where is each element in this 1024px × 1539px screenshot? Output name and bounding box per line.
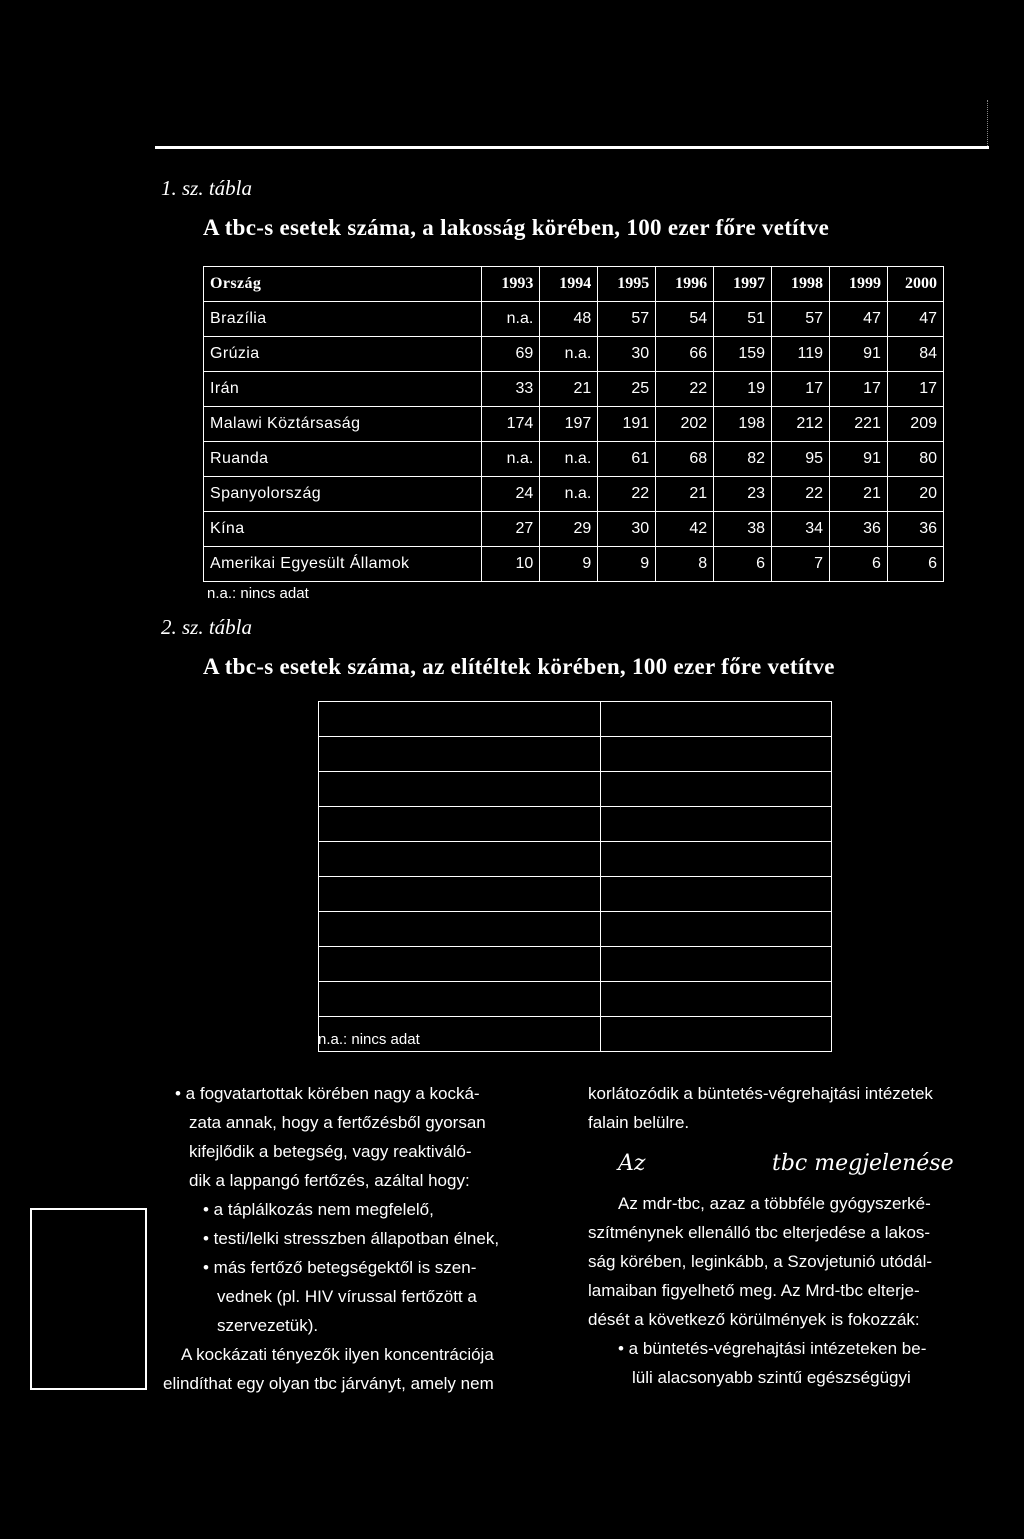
table-cell-value: 24 — [482, 477, 540, 512]
text-line: zata annak, hogy a fertőzésből gyorsan — [189, 1113, 486, 1132]
table-cell-value: 17 — [772, 372, 830, 407]
table-cell-empty — [319, 807, 601, 842]
table-cell-empty — [319, 912, 601, 947]
text-line: ság körében, leginkább, a Szovjetunió utódál- — [588, 1252, 933, 1271]
table-cell-value: 95 — [772, 442, 830, 477]
table1-title: A tbc-s esetek száma, a lakosság körében, 100 ezer főre vetítve — [203, 215, 830, 240]
section-heading-part-a: Az — [618, 1151, 646, 1176]
header-rule — [155, 146, 989, 149]
table-cell-value: 1997 — [714, 267, 772, 302]
table-cell-empty — [601, 702, 832, 737]
table-cell-value: 51 — [714, 302, 772, 337]
table-cell-country: Ország — [204, 267, 482, 302]
table-cell-value: 6 — [887, 547, 943, 582]
table-cell-empty — [319, 772, 601, 807]
table-row — [319, 737, 832, 772]
table-cell-country: Spanyolország — [204, 477, 482, 512]
left-column — [163, 1079, 558, 1398]
table-cell-value: 36 — [887, 512, 943, 547]
table-cell-value: 10 — [482, 547, 540, 582]
table-cell-value: 19 — [714, 372, 772, 407]
table-row — [319, 947, 832, 982]
table-cell-value: 1995 — [598, 267, 656, 302]
table-cell-empty — [601, 982, 832, 1017]
table-cell-empty — [601, 737, 832, 772]
table2-note: n.a.: nincs adat — [318, 1031, 420, 1048]
table-row — [204, 337, 944, 372]
table-row — [204, 372, 944, 407]
table-cell-empty — [319, 982, 601, 1017]
table-cell-value: n.a. — [482, 442, 540, 477]
table-cell-value: 22 — [656, 372, 714, 407]
section-heading-part-b: tbc megjelenése — [772, 1151, 954, 1176]
table-cell-value: 1996 — [656, 267, 714, 302]
table-cell-value: 197 — [540, 407, 598, 442]
table-cell-value: 21 — [656, 477, 714, 512]
table-cell-value: 198 — [714, 407, 772, 442]
table-cell-value: 1998 — [772, 267, 830, 302]
table-cell-value: 9 — [598, 547, 656, 582]
table-cell-country: Irán — [204, 372, 482, 407]
table-cell-value: 47 — [830, 302, 888, 337]
table-cell-value: 61 — [598, 442, 656, 477]
table-cell-value: 69 — [482, 337, 540, 372]
table-cell-value: 209 — [887, 407, 943, 442]
text-line: kifejlődik a betegség, vagy reaktiváló- — [189, 1142, 472, 1161]
table-cell-value: 202 — [656, 407, 714, 442]
table-cell-value: 21 — [830, 477, 888, 512]
table-cell-value: 159 — [714, 337, 772, 372]
table-cell-value: 91 — [830, 442, 888, 477]
text-line: vednek (pl. HIV vírussal fertőzött a — [217, 1287, 477, 1306]
table-cell-value: 6 — [830, 547, 888, 582]
table-cell-value: 29 — [540, 512, 598, 547]
table-row — [319, 912, 832, 947]
table2-title: A tbc-s esetek száma, az elítéltek körében, 100 ezer főre vetítve — [203, 654, 835, 679]
table-cell-value: n.a. — [482, 302, 540, 337]
table-cell-country: Brazília — [204, 302, 482, 337]
table-row — [319, 702, 832, 737]
table-cell-value: 1993 — [482, 267, 540, 302]
text-line: • a fogvatartottak körében nagy a kocká- — [175, 1084, 480, 1103]
right-intro-line-2: falain belülre. — [588, 1113, 690, 1132]
table-row — [319, 877, 832, 912]
table-cell-value: 20 — [887, 477, 943, 512]
table-cell-country: Amerikai Egyesült Államok — [204, 547, 482, 582]
table-row — [319, 772, 832, 807]
table-cell-value: 34 — [772, 512, 830, 547]
table-cell-empty — [319, 702, 601, 737]
table-cell-empty — [319, 737, 601, 772]
text-line: dését a következő körülmények is fokozzák: — [588, 1310, 920, 1329]
table-cell-value: 27 — [482, 512, 540, 547]
table-cell-value: 48 — [540, 302, 598, 337]
table-row — [204, 477, 944, 512]
table-cell-empty — [319, 877, 601, 912]
table-row — [319, 842, 832, 877]
right-intro-line-1: korlátozódik a büntetés-végrehajtási intézetek — [588, 1084, 933, 1103]
table-row — [319, 807, 832, 842]
table-cell-value: 25 — [598, 372, 656, 407]
table-cell-value: 7 — [772, 547, 830, 582]
table-cell-value: 23 — [714, 477, 772, 512]
table2-caption: 2. sz. tábla — [161, 615, 253, 639]
table-cell-value: 30 — [598, 337, 656, 372]
table-cell-value: 91 — [830, 337, 888, 372]
section-heading — [588, 1137, 993, 1189]
table-cell-value: 2000 — [887, 267, 943, 302]
text-line: dik a lappangó fertőzés, azáltal hogy: — [189, 1171, 470, 1190]
table-row — [204, 442, 944, 477]
table-row — [319, 982, 832, 1017]
table-cell-value: 22 — [598, 477, 656, 512]
table1 — [203, 266, 944, 582]
text-line: elindíthat egy olyan tbc járványt, amely nem — [163, 1374, 494, 1393]
table-cell-empty — [601, 912, 832, 947]
table-cell-value: n.a. — [540, 337, 598, 372]
table-cell-value: 191 — [598, 407, 656, 442]
table-cell-country: Grúzia — [204, 337, 482, 372]
table-cell-value: 36 — [830, 512, 888, 547]
text-line: • a büntetés-végrehajtási intézeteken be- — [618, 1339, 927, 1358]
text-line: • a táplálkozás nem megfelelő, — [203, 1200, 434, 1219]
text-line: A kockázati tényezők ilyen koncentrációja — [181, 1345, 494, 1364]
table-cell-empty — [601, 947, 832, 982]
table-cell-country: Kína — [204, 512, 482, 547]
text-line: szítménynek ellenálló tbc elterjedése a lakos- — [588, 1223, 931, 1242]
table-cell-empty — [601, 772, 832, 807]
table-cell-value: 119 — [772, 337, 830, 372]
table-cell-value: 17 — [887, 372, 943, 407]
text-line: lüli alacsonyabb szintű egészségügyi — [632, 1368, 911, 1387]
table-row — [204, 547, 944, 582]
text-line: szervezetük). — [217, 1316, 319, 1335]
table-cell-value: 6 — [714, 547, 772, 582]
right-column — [588, 1079, 993, 1392]
table-row — [204, 302, 944, 337]
table-cell-value: 33 — [482, 372, 540, 407]
table1-note: n.a.: nincs adat — [207, 585, 309, 602]
text-line: • testi/lelki stresszben állapotban élnek, — [203, 1229, 500, 1248]
table-cell-value: 47 — [887, 302, 943, 337]
table-cell-empty — [601, 807, 832, 842]
table-cell-empty — [601, 1017, 832, 1052]
table-row — [204, 512, 944, 547]
table-cell-value: 38 — [714, 512, 772, 547]
table-cell-value: 57 — [598, 302, 656, 337]
table-cell-empty — [601, 842, 832, 877]
table-cell-value: 1994 — [540, 267, 598, 302]
table-cell-value: 9 — [540, 547, 598, 582]
text-line: Az mdr-tbc, azaz a többféle gyógyszerké- — [618, 1194, 931, 1213]
table-cell-value: 21 — [540, 372, 598, 407]
table-cell-value: 82 — [714, 442, 772, 477]
table-cell-empty — [319, 947, 601, 982]
table-cell-value: 84 — [887, 337, 943, 372]
table-cell-value: 80 — [887, 442, 943, 477]
table-cell-value: 68 — [656, 442, 714, 477]
table-cell-value: 54 — [656, 302, 714, 337]
table-cell-value: 30 — [598, 512, 656, 547]
page-edge-marker — [987, 100, 988, 148]
table-header-row — [204, 267, 944, 302]
table-cell-value: 221 — [830, 407, 888, 442]
table-cell-value: 8 — [656, 547, 714, 582]
table-cell-empty — [601, 877, 832, 912]
margin-box — [30, 1208, 147, 1390]
table-cell-value: 1999 — [830, 267, 888, 302]
table-cell-value: 174 — [482, 407, 540, 442]
table1-caption: 1. sz. tábla — [161, 176, 253, 200]
table-cell-country: Ruanda — [204, 442, 482, 477]
text-line: lamaiban figyelhető meg. Az Mrd-tbc elterje- — [588, 1281, 920, 1300]
table-cell-empty — [319, 842, 601, 877]
table-row — [204, 407, 944, 442]
table-cell-value: 22 — [772, 477, 830, 512]
table-cell-value: 57 — [772, 302, 830, 337]
text-line: • más fertőző betegségektől is szen- — [203, 1258, 477, 1277]
table-cell-value: 42 — [656, 512, 714, 547]
table-cell-value: 212 — [772, 407, 830, 442]
table-cell-value: 66 — [656, 337, 714, 372]
table-cell-value: n.a. — [540, 442, 598, 477]
table-cell-value: n.a. — [540, 477, 598, 512]
table2 — [318, 701, 832, 1052]
table-cell-value: 17 — [830, 372, 888, 407]
table-cell-country: Malawi Köztársaság — [204, 407, 482, 442]
